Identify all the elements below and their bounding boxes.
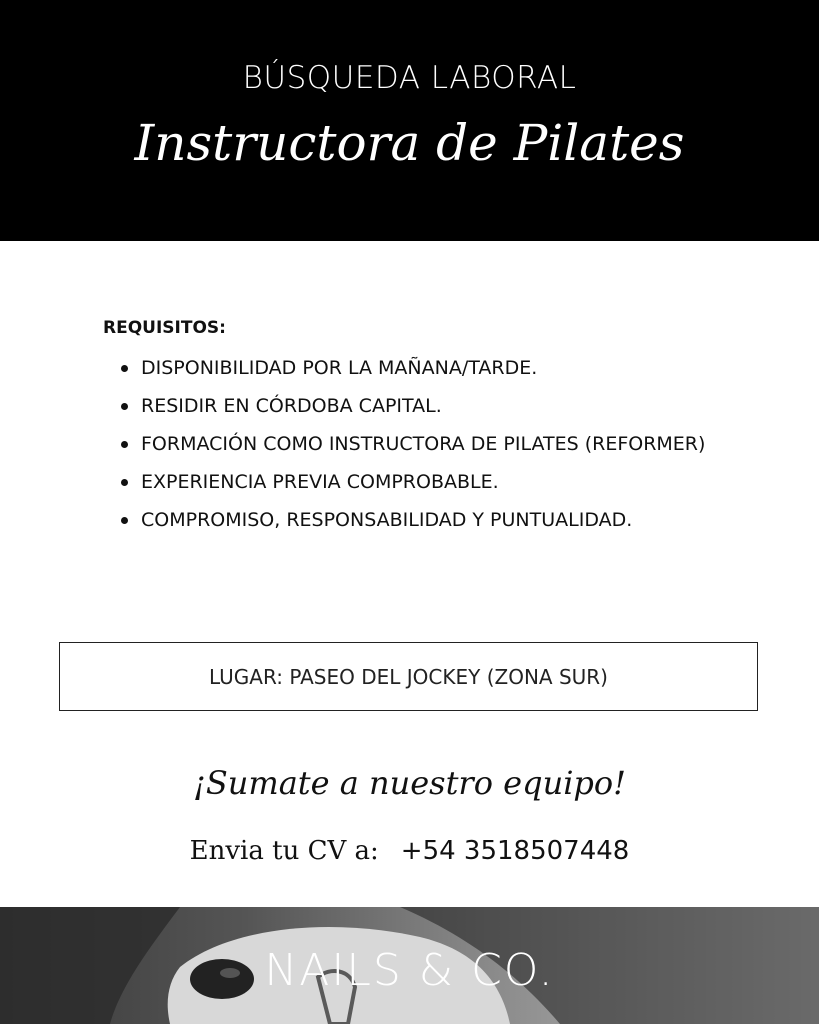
- header-kicker: BÚSQUEDA LABORAL: [242, 60, 577, 96]
- requirement-item: DISPONIBILIDAD POR LA MAÑANA/TARDE.: [103, 350, 721, 386]
- requirement-item: EXPERIENCIA PREVIA COMPROBABLE.: [103, 464, 721, 500]
- requirement-item: FORMACIÓN COMO INSTRUCTORA DE PILATES (REFORMER): [103, 426, 721, 462]
- bullet-icon: [121, 479, 128, 486]
- location-box: [59, 642, 758, 711]
- brand-logo: NAILS & CO.: [264, 945, 555, 996]
- header-banner: [0, 0, 819, 241]
- contact-label: Envia tu CV a:: [189, 836, 379, 866]
- requirement-item: COMPROMISO, RESPONSABILIDAD Y PUNTUALIDAD.: [103, 502, 721, 538]
- bullet-icon: [121, 403, 128, 410]
- footer-photo-banner: [0, 907, 819, 1024]
- bullet-icon: [121, 517, 128, 524]
- requirements-title: REQUISITOS:: [103, 318, 226, 338]
- requirement-item: RESIDIR EN CÓRDOBA CAPITAL.: [103, 388, 721, 424]
- bullet-icon: [121, 441, 128, 448]
- contact-phone: +54 3518507448: [400, 836, 630, 866]
- requirements-list: [103, 350, 721, 538]
- requirements-section: [103, 318, 721, 540]
- location-text: LUGAR: PASEO DEL JOCKEY (ZONA SUR): [209, 664, 608, 689]
- contact-line: [0, 836, 819, 866]
- page-title: Instructora de Pilates: [134, 114, 685, 172]
- bullet-icon: [121, 365, 128, 372]
- call-to-action: ¡Sumate a nuestro equipo!: [192, 764, 627, 802]
